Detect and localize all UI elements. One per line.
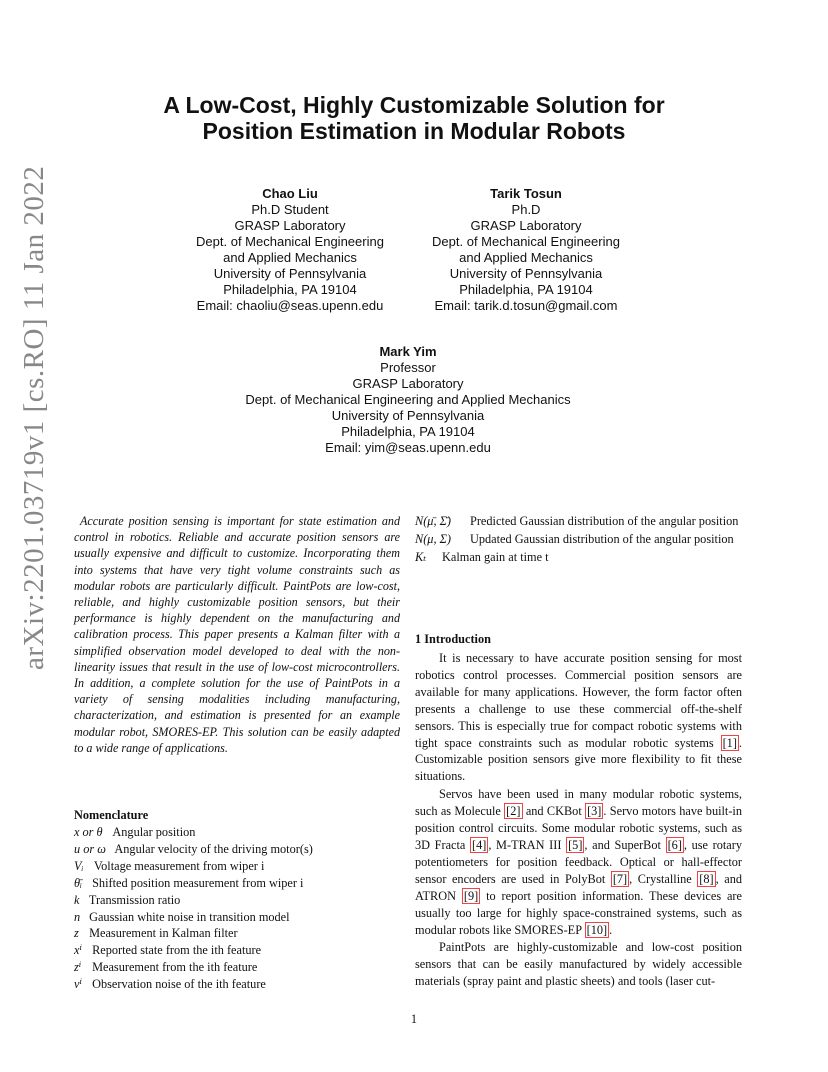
- nomenclature-item: [415, 513, 745, 530]
- author-line: Dept. of Mechanical Engineering and Applied Mechanics: [245, 392, 571, 407]
- text: Servos have been used in many modular robotic systems, such as Molecule: [415, 787, 742, 819]
- text: to report position information. These devices are usually too large for highly space-constrained systems, such as modular robots like SMORES-EP: [415, 888, 742, 937]
- nomenclature-desc: Observation noise of the ith feature: [92, 977, 266, 992]
- author-line: and Applied Mechanics: [459, 250, 593, 265]
- author-block-2: [416, 186, 636, 314]
- nomenclature-item: [74, 959, 313, 976]
- nomenclature-desc: Angular velocity of the driving motor(s): [114, 841, 313, 856]
- nomenclature-item: [74, 942, 313, 959]
- author-line: Dept. of Mechanical Engineering: [196, 234, 384, 249]
- nomenclature-item: [74, 858, 313, 875]
- nomenclature-desc: Kalman gain at time t: [442, 549, 549, 564]
- citation-link[interactable]: [10]: [586, 922, 608, 937]
- title-line-1: A Low-Cost, Highly Customizable Solution for: [163, 92, 665, 118]
- author-name: Mark Yim: [379, 344, 437, 359]
- nomenclature-symbol: z: [74, 926, 79, 941]
- author-line: GRASP Laboratory: [352, 376, 464, 391]
- nomenclature-symbol: θ̄ᵢ: [74, 875, 82, 890]
- author-line: Philadelphia, PA 19104: [459, 282, 593, 297]
- text: . Customizable position sensors give more flexibility to fit these situations.: [415, 735, 742, 784]
- nomenclature-symbol: N(μ̄, Σ̄): [415, 514, 452, 528]
- nomenclature-item: [74, 875, 313, 892]
- nomenclature-item: [74, 976, 313, 993]
- nomenclature-list: [74, 824, 313, 993]
- author-line: Professor: [380, 360, 436, 375]
- nomenclature-item: [74, 841, 313, 858]
- nomenclature-symbol: vⁱ: [74, 977, 82, 992]
- abstract-text: Accurate position sensing is important for state estimation and control in robotics. Reliable and accurate position sensors are usually expensive and difficult to customize. Incorporating them into systems that have very tight volume constraints such as modular robots are particularly difficult. PaintPots are low-cost, reliable, and highly customizable position sensors, but their performance is highly dependent on the manufacturing and calibration process. This paper presents a Kalman filter with a simplified observation model developed to deal with the non-linearity issues that result in the use of low-cost microcontrollers. In addition, a complete solution for the use of PaintPots in a variety of sensing modalities including manufacturing, characterization, and estimation is presented for an example modular robot, SMORES-EP. This solution can be easily adapted to a wide range of applications.: [74, 514, 400, 755]
- author-email[interactable]: Email: yim@seas.upenn.edu: [325, 440, 491, 455]
- page-number: 1: [410, 1012, 418, 1026]
- paragraph: PaintPots are highly-customizable and low-cost position sensors that can be easily manufactured by widely accessible materials (spray paint and plastic sheets) and tools (laser cut-: [415, 940, 742, 989]
- nomenclature-symbol: zⁱ: [74, 960, 82, 975]
- nomenclature-desc: Transmission ratio: [88, 892, 181, 907]
- nomenclature-desc: Reported state from the ith feature: [92, 943, 262, 958]
- nomenclature-desc: Shifted position measurement from wiper i: [92, 875, 304, 890]
- citation-link[interactable]: [1]: [722, 735, 737, 750]
- nomenclature-desc: Angular position: [112, 825, 196, 839]
- text: , M-TRAN III: [488, 837, 567, 852]
- nomenclature-item: [74, 824, 313, 841]
- author-block-3: [214, 344, 602, 456]
- paragraph: [415, 650, 742, 785]
- text: .: [609, 922, 613, 937]
- author-line: University of Pennsylvania: [449, 266, 603, 281]
- author-line: University of Pennsylvania: [213, 266, 367, 281]
- author-email[interactable]: Email: tarik.d.tosun@gmail.com: [434, 298, 618, 313]
- nomenclature-symbol: k: [74, 892, 80, 907]
- author-line: Philadelphia, PA 19104: [223, 282, 357, 297]
- introduction-body: [415, 650, 742, 991]
- nomenclature-desc: Measurement in Kalman filter: [89, 926, 238, 941]
- abstract: [74, 513, 400, 756]
- citation-link[interactable]: [2]: [506, 804, 521, 819]
- author-email[interactable]: Email: chaoliu@seas.upenn.edu: [196, 298, 384, 313]
- citation-link[interactable]: [7]: [612, 871, 628, 886]
- author-name: Tarik Tosun: [490, 186, 562, 201]
- citation-link[interactable]: [4]: [472, 837, 487, 852]
- nomenclature-item: [74, 909, 313, 926]
- citation-link[interactable]: [9]: [463, 888, 479, 903]
- nomenclature-desc: Voltage measurement from wiper i: [93, 858, 265, 873]
- author-block-1: [180, 186, 400, 314]
- paper-title: [0, 92, 828, 144]
- text: It is necessary to have accurate position sensing for most robotics control processes. Commercial position sensors are available for many applications. However, the form factor often presents a challenge to use these commercial off-the-shelf sensors. This is especially true for compact robotic systems with tight space constraints such as modular robotic systems: [415, 651, 742, 750]
- title-line-2: Position Estimation in Modular Robots: [202, 118, 626, 144]
- citation-link[interactable]: [5]: [568, 837, 583, 852]
- citation-link[interactable]: [3]: [587, 804, 602, 819]
- nomenclature-desc: Gaussian white noise in transition model: [89, 909, 290, 924]
- nomenclature-symbol: u or ω: [74, 841, 106, 856]
- text: , and SuperBot: [584, 837, 666, 852]
- nomenclature-item: [415, 549, 745, 566]
- author-line: GRASP Laboratory: [234, 218, 346, 233]
- nomenclature-symbol: N(μ, Σ): [415, 531, 452, 546]
- author-line: University of Pennsylvania: [331, 408, 485, 423]
- text: , and ATRON: [415, 871, 742, 903]
- nomenclature-symbol: Vᵢ: [74, 858, 84, 873]
- paragraph: [415, 786, 742, 938]
- text: , use rotary potentiometers for position feedback. Optical or hall-effector sensor encoders are used in PolyBot: [415, 837, 742, 886]
- nomenclature-symbol: x or θ: [74, 825, 103, 839]
- text: . Servo motors have built-in position control circuits. Some modular robotic systems, such as 3D Fracta: [415, 804, 742, 852]
- text: , Crystalline: [629, 871, 698, 886]
- nomenclature-continued: [415, 513, 745, 567]
- nomenclature-item: [74, 892, 313, 909]
- author-line: Ph.D Student: [251, 202, 329, 217]
- author-line: and Applied Mechanics: [223, 250, 357, 265]
- author-line: GRASP Laboratory: [470, 218, 582, 233]
- nomenclature-symbol: Kₜ: [415, 549, 427, 564]
- citation-link[interactable]: [6]: [667, 837, 682, 852]
- nomenclature-desc: Measurement from the ith feature: [92, 960, 258, 975]
- arxiv-stamp: arXiv:2201.03719v1 [cs.RO] 11 Jan 2022: [18, 165, 50, 670]
- section-heading-introduction: 1 Introduction: [415, 632, 491, 646]
- nomenclature-symbol: xⁱ: [74, 943, 82, 958]
- nomenclature-item: [74, 925, 313, 942]
- author-line: Philadelphia, PA 19104: [341, 424, 475, 439]
- text: and CKBot: [522, 804, 586, 819]
- nomenclature-desc: Predicted Gaussian distribution of the angular position: [470, 514, 739, 528]
- citation-link[interactable]: [8]: [699, 871, 714, 886]
- author-line: Ph.D: [511, 202, 541, 217]
- nomenclature-symbol: n: [74, 909, 81, 924]
- nomenclature-heading: Nomenclature: [74, 808, 149, 822]
- author-name: Chao Liu: [262, 186, 318, 201]
- nomenclature-item: [415, 531, 745, 548]
- nomenclature-desc: Updated Gaussian distribution of the angular position: [470, 531, 734, 546]
- author-line: Dept. of Mechanical Engineering: [432, 234, 620, 249]
